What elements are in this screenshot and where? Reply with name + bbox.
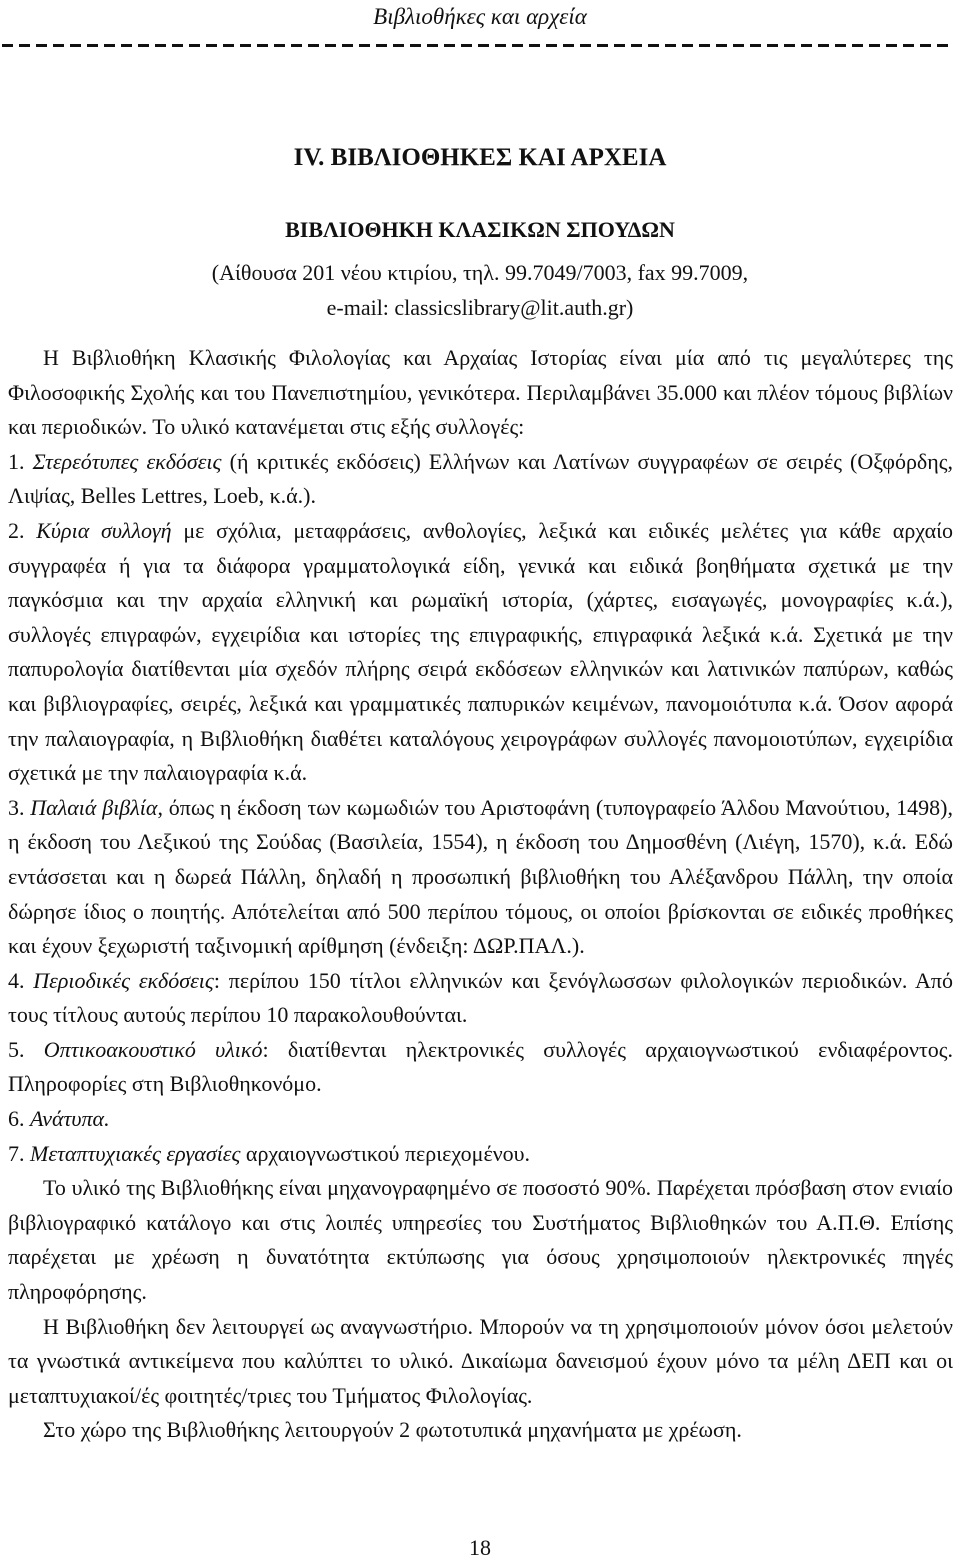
collection-item-3 bbox=[8, 791, 953, 964]
item-number: 7. bbox=[8, 1140, 25, 1166]
section-title: ΒΙΒΛΙΟΘΗΚΗ ΚΛΑΣΙΚΩΝ ΣΠΟΥΔΩΝ bbox=[285, 217, 675, 242]
item-text: , όπως η έκδοση των κωμωδιών του Αριστοφάνη (τυπογραφείο Άλδου Μανούτιου, 1498), η έκδοση του Λεξικού της Σούδας (Βασιλεία, 1554), η έκδοση του Δημοσθένη (Λιέγη, 1570), κ.ά. Εδώ εντάσσεται και η δωρεά Πάλλη, δηλαδή η προσωπική βιβλιοθήκη του Αλέξανδρου Πάλλη, την οποία δώρησε ίδιος ο ποιητής. Απότελείται από 500 περίπου τόμους, οι οποίοι βρίσκονται σε ειδικές προθήκες και έχουν ξεχωριστή ταξινομική αρίθμηση (ένδειξη: ΔΩΡ.ΠΑΛ.). bbox=[8, 794, 953, 959]
item-number: 5. bbox=[8, 1036, 25, 1062]
library-contact bbox=[0, 256, 960, 325]
closing-paragraph: Το υλικό της Βιβλιοθήκης είναι μηχανογραφημένο σε ποσοστό 90%. Παρέχεται πρόσβαση στον ενιαίο βιβλιογραφικό κατάλογο και στις λοιπές υπηρεσίες του Συστήματος Βιβλιοθηκών του Α.Π.Θ. Επίσης παρέχεται με χρέωση η δυνατότητα εκτύπωσης για όσους χρησιμοποιούν ηλεκτρονικές πηγές πληροφόρησης. bbox=[8, 1175, 953, 1305]
item-term: Περιοδικές εκδόσεις bbox=[33, 967, 214, 993]
item-term: Μεταπτυχιακές εργασίες bbox=[30, 1140, 241, 1166]
item-number: 4. bbox=[8, 967, 25, 993]
collection-item-4 bbox=[8, 964, 953, 1033]
item-text: : διατίθενται ηλεκτρονικές συλλογές αρχαιογνωστικού ενδιαφέροντος. Πληροφορίες στη Βιβλιοθηκονόμο. bbox=[8, 1036, 954, 1097]
item-term: Στερεότυπες εκδόσεις bbox=[32, 448, 222, 474]
contact-line: e-mail: classicslibrary@lit.auth.gr) bbox=[326, 294, 634, 320]
closing-paragraph: Στο χώρο της Βιβλιοθήκης λειτουργούν 2 φωτοτυπικά μηχανήματα με χρέωση. bbox=[43, 1417, 742, 1443]
running-header: Βιβλιοθήκες και αρχεία bbox=[373, 4, 587, 29]
body-text bbox=[8, 341, 953, 1448]
item-term: Παλαιά βιβλία bbox=[30, 794, 158, 820]
page-number: 18 bbox=[469, 1535, 491, 1560]
item-text: : περίπου 150 τίτλοι ελληνικών και ξενόγλωσσων φιλολογικών περιοδικών. Από τους τίτλους αυτούς περίπου 10 παρακολουθούνται. bbox=[8, 967, 953, 1028]
collection-item-5 bbox=[8, 1033, 953, 1102]
item-term: Ανάτυπα. bbox=[30, 1106, 110, 1132]
item-term: Κύρια συλλογή bbox=[36, 517, 172, 543]
item-number: 3. bbox=[8, 794, 25, 820]
collection-item-7 bbox=[8, 1137, 953, 1172]
item-number: 1. bbox=[8, 448, 25, 474]
collection-item-6 bbox=[8, 1102, 953, 1137]
item-number: 6. bbox=[8, 1106, 25, 1132]
item-text: (ή κριτικές εκδόσεις) Ελλήνων και Λατίνων συγγραφέων σε σειρές (Οξφόρδης, Λιψίας, Belles Lettres, Loeb, κ.ά.). bbox=[8, 448, 954, 509]
closing-paragraph: Η Βιβλιοθήκη δεν λειτουργεί ως αναγνωστήριο. Μπορούν να τη χρησιμοποιούν μόνον όσοι μελετούν τα γνωστικά αντικείμενα που καλύπτει το υλικό. Δικαίωμα δανεισμού έχουν μόνο τα μέλη ΔΕΠ και οι μεταπτυχιακοί/ές φοιτητές/τριες του Τμήματος Φιλολογίας. bbox=[8, 1313, 953, 1408]
item-text: αρχαιογνωστικού περιεχομένου. bbox=[245, 1140, 531, 1166]
collection-item-1 bbox=[8, 445, 953, 514]
item-number: 2. bbox=[8, 517, 25, 543]
collection-item-2 bbox=[8, 514, 953, 791]
intro-paragraph: Η Βιβλιοθήκη Κλασικής Φιλολογίας και Αρχαίας Ιστορίας είναι μία από τις μεγαλύτερες της Φιλοσοφικής Σχολής και του Πανεπιστημίου, γενικότερα. Περιλαμβάνει 35.000 και πλέον τόμους βιβλίων και περιοδικών. Το υλικό κατανέμεται στις εξής συλλογές: bbox=[8, 345, 953, 440]
contact-line: (Αίθουσα 201 νέου κτιρίου, τηλ. 99.7049/7003, fax 99.7009, bbox=[211, 260, 749, 285]
item-term: Οπτικοακουστικό υλικό bbox=[43, 1036, 263, 1062]
header-dashed-rule bbox=[2, 44, 950, 47]
item-text: με σχόλια, μεταφράσεις, ανθολογίες, λεξικά και ειδικές μελέτες για κάθε αρχαίο συγγραφέα ή για τα διάφορα γραμματολογικά είδη, γενικά και ειδικά βοηθήματα σχετικά με την παγκόσμια και την αρχαία ελληνική και ρωμαϊκή ιστορία, (χάρτες, εισαγωγές, μονογραφίες κ.ά.), συλλογές επιγραφών, εγχειρίδια και ιστορίες της επιγραφικής, επιγραφικά λεξικά κ.ά. Σχετικά με την παπυρολογία διατίθενται μία σχεδόν πλήρης σειρά εκδόσεων ελληνικών και λατινικών παπύρων, καθώς και βιβλιογραφίες, σειρές, λεξικά και γραμματικές παπυρικών κειμένων, πανομοιότυπα κ.ά. Όσον αφορά την παλαιογραφία, η Βιβλιοθήκη διαθέτει καταλόγους χειρογράφων συλλογές πανομοιοτύπων, εγχειρίδια σχετικά με την παλαιογραφία κ.ά. bbox=[8, 517, 954, 786]
chapter-title: IV. ΒΙΒΛΙΟΘΗΚΕΣ ΚΑΙ ΑΡΧΕΙΑ bbox=[293, 144, 667, 171]
